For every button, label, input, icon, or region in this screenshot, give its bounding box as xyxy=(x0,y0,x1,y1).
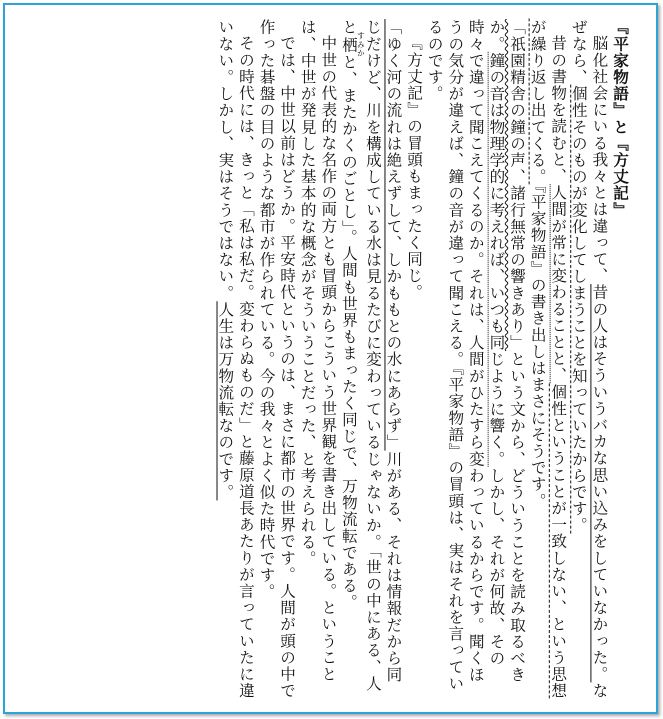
ruby-reading: すみか xyxy=(356,31,366,59)
dashed-underlined-phrase: 個性ということが一致しない、という思想が繰り返し出てくる。 xyxy=(528,19,568,699)
ruby-sumika xyxy=(339,31,366,59)
text-run: その時代には、きっと「私は私だ。変わらぬものだ」と藤原道長あたりが言っていたに違いない。しかし、実はそうではない。 xyxy=(216,19,255,699)
heading-and: と xyxy=(611,118,629,136)
dotted-underlined-phrase: 人間が常に変わることと、 xyxy=(549,184,568,384)
text-run: 脳化社会にいる我々とは違って、 xyxy=(590,34,609,284)
section-heading xyxy=(609,19,630,699)
paragraph-8 xyxy=(215,19,256,699)
text-run: 昔の書物を読むと、 xyxy=(549,34,568,184)
dashed-underlined-phrase: 個性そのものが変化してしまうことを知っていたからです。 xyxy=(569,85,588,534)
paragraph-5 xyxy=(338,19,403,699)
quote-hojoki: 「ゆく河の流れは絶えずして、しかももとの水にあらず」 xyxy=(384,19,403,451)
text-run: では、中世以前はどうか。平安時代というのは、まさに都市の世界です。人間が頭の中で作った碁盤の目のような都市が作られている。今の我々とよく似た時代です。 xyxy=(257,19,297,699)
quote-heike: 「祇園精舎の鐘の声、諸行無常の響きあり」 xyxy=(508,19,527,351)
document-frame xyxy=(3,3,658,714)
text-run: 『平家物語』の書き出しはまさにそうです。 xyxy=(528,185,547,510)
heading-heike: 『平家物語』 xyxy=(611,19,629,119)
paragraph-7 xyxy=(256,19,297,699)
paragraph-1 xyxy=(568,19,609,699)
ruby-base: 栖 xyxy=(339,31,358,58)
text-run: と、またかくのごとし」。人間も世界もまったく同じで、万物流転である。 xyxy=(339,54,358,611)
text-run: 中世の代表的な名作の両方とも冒頭からこういう世界観を書き出している。ということは、中世が発見した基本的な概念がそういうことだった、と考えられる。 xyxy=(298,19,338,682)
paragraph-4 xyxy=(403,19,424,699)
heading-hojoki: 『方丈記』 xyxy=(611,135,629,219)
text-run: 『方丈記』の冒頭もまったく同じ。 xyxy=(405,34,424,301)
text-run: しかし、それが何故、その時々で違って聞こえてくるのか。それは、人間がひたすら変わっているからです。聞くほうの気分が違えば、鐘の音が違って聞こえる。『平家物語』の冒頭は、実はそれを言っているのです。 xyxy=(425,19,506,692)
underlined-phrase: 昔の人はそういうバカな思い込みをしていなかった。 xyxy=(590,283,609,682)
paragraph-3 xyxy=(424,19,527,699)
text-run: 川がある、それは情報だから同じだけど、川を構成している水は見るたびに変わっているじゃないか。「世の中にある、人と xyxy=(339,19,403,692)
text-run: なぜなら、 xyxy=(569,19,609,699)
paragraph-2 xyxy=(527,19,568,699)
vertical-text-block xyxy=(215,19,630,699)
text-run: という文から、どういうことを読み取るべきか。 xyxy=(487,19,527,683)
underlined-phrase: 人生は万物流転なのです。 xyxy=(216,301,235,501)
dotted-underlined-phrase: 鐘の音は物理学的に考えれば、いつも同じように響く。 xyxy=(487,52,506,468)
paragraph-6 xyxy=(297,19,338,699)
